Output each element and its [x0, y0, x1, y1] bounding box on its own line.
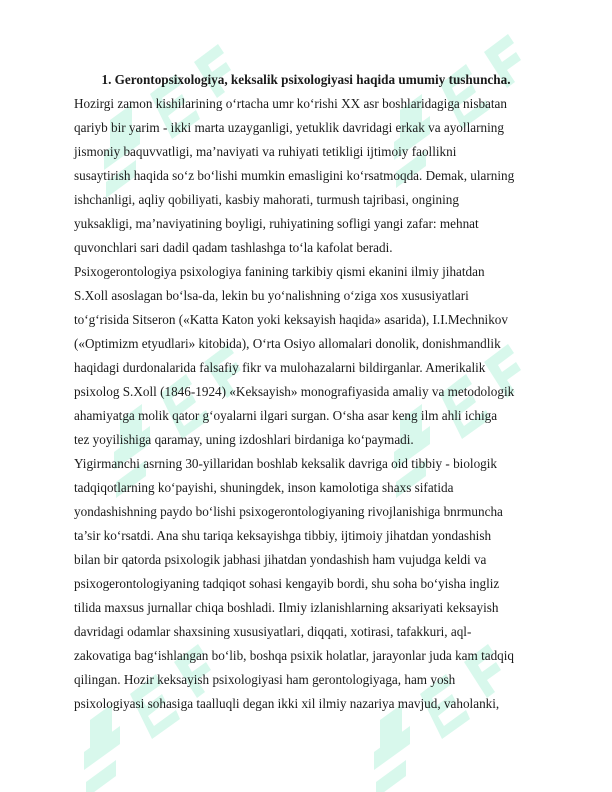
body-line: tadqiqotlarning ko‘payishi, shuningdek, inson kamolotiga shaxs sifatida — [74, 480, 454, 495]
body-line: S.Xoll asoslagan bo‘lsa-da, lekin bu yo‘nalishning o‘ziga xos xususiyatlari — [74, 288, 469, 303]
body-line: psixologiyasi sohasiga taalluqli degan ikki xil ilmiy nazariya mavjud, vaholanki, — [74, 696, 500, 711]
body-line: psixogerontologiyaning tadqiqot sohasi kengayib bordi, shu soha bo‘yisha ingliz — [74, 576, 500, 591]
body-line: («Optimizm etyudlari» kitobida), O‘rta Osiyo allomalari donolik, donishmandlik — [74, 336, 501, 351]
body-line: haqidagi durdonalarida falsafiy fikr va mulohazalarni bildirganlar. Amerikalik — [74, 360, 486, 375]
body-line: yuksakligi, ma’naviyatining boyligi, ruhiyatining sofligi yangi zafar: mehnat — [74, 216, 479, 231]
body-line: tez yoyilishiga qaramay, uning izdoshlari birdaniga ko‘paymadi. — [74, 432, 414, 447]
body-line: quvonchlari sari dadil qadam tashlashga to‘la kafolat beradi. — [74, 240, 393, 255]
body-line: to‘g‘risida Sitseron («Katta Katon yoki keksayish haqida» asarida), I.I.Mechnikov — [74, 312, 508, 327]
body-line: ta’sir ko‘rsatdi. Ana shu tariqa keksayishga tibbiy, ijtimoiy jihatdan yondashish — [74, 528, 492, 543]
body-line: yondashishning paydo bo‘lishi psixogerontologiyaning rivojlanishiga bnrmuncha — [74, 504, 503, 519]
body-line: jismoniy baquvvatligi, ma’naviyati va ruhiyati tetikligi ijtimoiy faollikni — [74, 144, 457, 159]
body-line: Hozirgi zamon kishilarining o‘rtacha umr ko‘rishi XX asr boshlaridagiga nisbatan — [74, 96, 508, 111]
section-heading: 1. Gerontopsixologiya, keksalik psixologiyasi haqida umumiy tushuncha. — [101, 72, 511, 87]
body-line: Yigirmanchi asrning 30-yillaridan boshlab keksalik davriga oid tibbiy - biologik — [74, 456, 498, 471]
body-line: ishchanligi, aqliy qobiliyati, kasbiy mahorati, turmush tajribasi, ongining — [74, 192, 459, 207]
body-line: Psixogerontologiya psixologiya fanining tarkibiy qismi ekanini ilmiy jihatdan — [74, 264, 485, 279]
body-line: ahamiyatga molik qator g‘oyalarni ilgari surgan. O‘sha asar keng ilm ahli ichiga — [74, 408, 498, 423]
body-line: tilida maxsus jurnallar chiqa boshladi. Ilmiy izlanishlarning aksariyati keksayish — [74, 600, 499, 615]
body-line: qariyb bir yarim - ikki marta uzayganligi, yetuklik davridagi erkak va ayollarning — [74, 120, 504, 135]
body-line: bilan bir qatorda psixologik jabhasi jihatdan yondashish ham vujudga keldi va — [74, 552, 487, 567]
body-line: davridagi odamlar shaxsining xususiyatlari, diqqati, xotirasi, tafakkuri, aql- — [74, 624, 472, 639]
body-line: susaytirish haqida so‘z bo‘lishi mumkin emasligini ko‘rsatmoqda. Demak, ularning — [74, 168, 515, 183]
body-line: zakovatiga bag‘ishlangan bo‘lib, boshqa psixik holatlar, jarayonlar juda kam tadqiq — [74, 648, 515, 663]
body-line: psixolog S.Xoll (1846-1924) «Keksayish» monografiyasida amaliy va metodologik — [74, 384, 515, 399]
body-line: qilingan. Hozir keksayish psixologiyasi ham gerontologiyaga, ham yosh — [74, 672, 456, 687]
